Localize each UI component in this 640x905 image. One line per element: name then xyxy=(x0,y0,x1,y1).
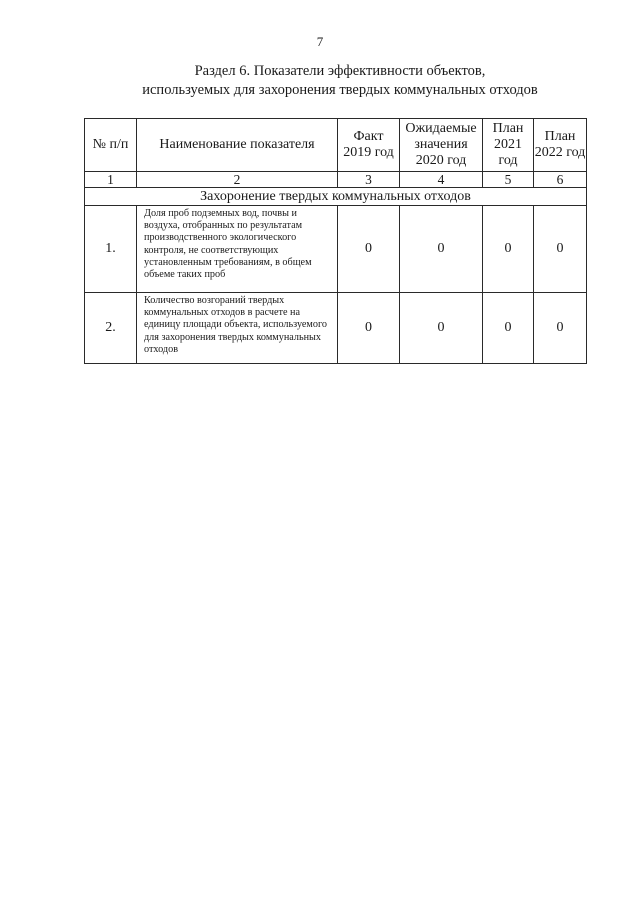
column-number: 1 xyxy=(85,172,137,188)
table-row xyxy=(85,206,587,293)
expected-2020-value: 0 xyxy=(400,206,483,293)
header-expected-2020: Ожидаемые значения 2020 год xyxy=(400,119,483,172)
row-number: 1. xyxy=(85,206,137,293)
expected-2020-value: 0 xyxy=(400,293,483,364)
header-plan-2022: План 2022 год xyxy=(534,119,587,172)
column-number: 4 xyxy=(400,172,483,188)
column-number: 2 xyxy=(137,172,338,188)
plan-2022-value: 0 xyxy=(534,293,587,364)
title-line-2: используемых для захоронения твердых коммунальных отходов xyxy=(142,82,538,98)
plan-2022-value: 0 xyxy=(534,206,587,293)
header-plan-2021: План 2021 год xyxy=(483,119,534,172)
table-header-row xyxy=(85,119,587,172)
indicator-name: Доля проб подземных вод, почвы и воздуха, отобранных по результатам производственного экологического контроля, не соответствующих установленным требованиям, в общем объеме таких проб xyxy=(137,206,338,293)
title-line-1: Раздел 6. Показатели эффективности объектов, xyxy=(194,63,486,79)
column-number: 6 xyxy=(534,172,587,188)
column-number: 3 xyxy=(338,172,400,188)
column-number: 5 xyxy=(483,172,534,188)
plan-2021-value: 0 xyxy=(483,206,534,293)
row-number: 2. xyxy=(85,293,137,364)
indicators-table xyxy=(84,118,587,364)
page-title xyxy=(60,62,620,100)
column-numbers-row xyxy=(85,172,587,188)
section-title: Захоронение твердых коммунальных отходов xyxy=(85,188,587,206)
table-row xyxy=(85,293,587,364)
header-indicator-name: Наименование показателя xyxy=(137,119,338,172)
fact-2019-value: 0 xyxy=(338,206,400,293)
header-fact-2019: Факт 2019 год xyxy=(338,119,400,172)
section-row xyxy=(85,188,587,206)
header-number: № п/п xyxy=(85,119,137,172)
plan-2021-value: 0 xyxy=(483,293,534,364)
fact-2019-value: 0 xyxy=(338,293,400,364)
indicator-name: Количество возгораний твердых коммунальных отходов в расчете на единицу площади объекта, используемого для захоронения твердых коммунальных отходов xyxy=(137,293,338,364)
page-number: 7 xyxy=(316,34,324,49)
